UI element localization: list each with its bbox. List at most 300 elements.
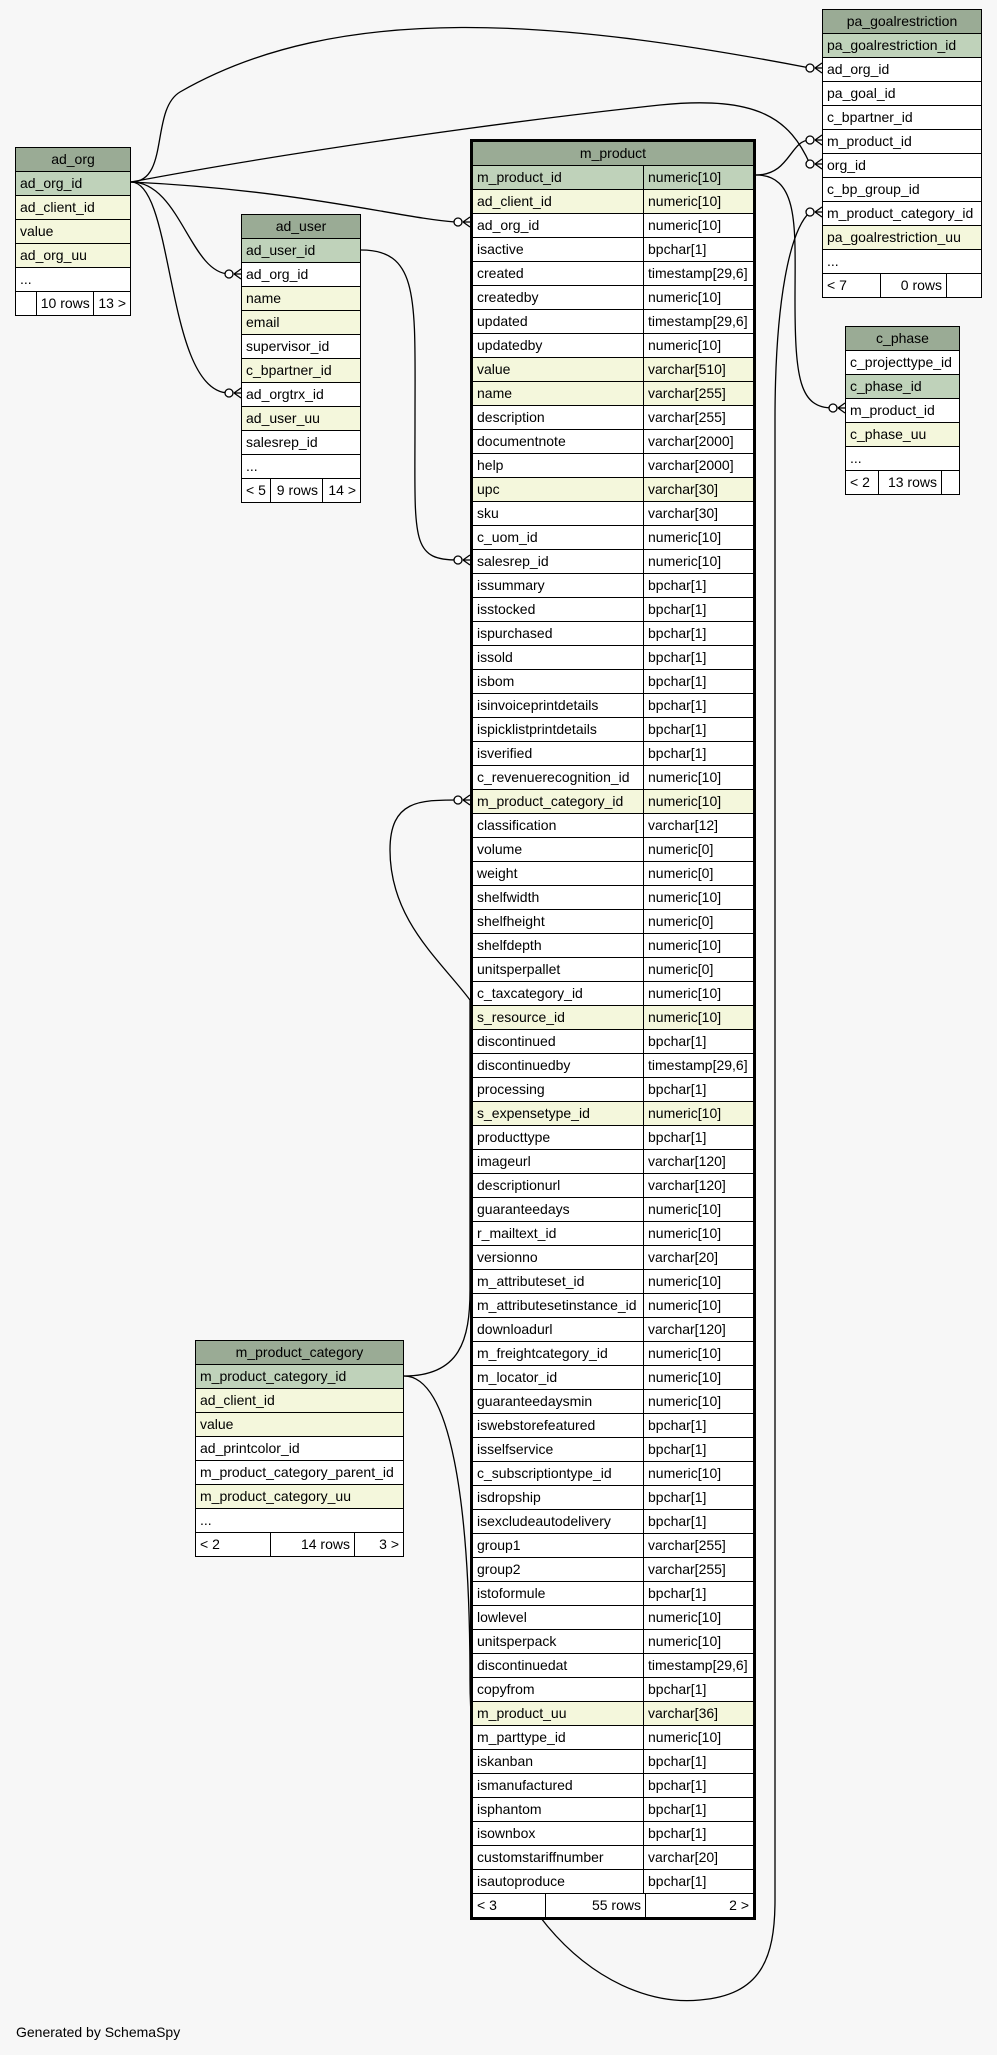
column-row (473, 1750, 753, 1774)
more-columns-row (16, 268, 130, 292)
children-link[interactable]: 14 > (322, 479, 360, 502)
table-pa-goalrestriction[interactable] (822, 9, 982, 298)
row-count: 9 rows (270, 479, 322, 502)
column-row (473, 766, 753, 790)
column-name: email (246, 314, 280, 330)
column-row (473, 334, 753, 358)
column-name: istoformule (473, 1582, 644, 1605)
column-type: numeric[10] (648, 1393, 722, 1409)
column-row (473, 1654, 753, 1678)
column-name: m_product_category_parent_id (200, 1464, 394, 1480)
table-footer (823, 274, 981, 297)
crowfoot-m-product-ad-org-id (454, 217, 470, 227)
column-type: bpchar[1] (648, 1753, 707, 1769)
column-name: producttype (473, 1126, 644, 1149)
column-name: imageurl (473, 1150, 644, 1173)
column-type: bpchar[1] (648, 1513, 707, 1529)
table-footer (473, 1894, 753, 1917)
column-row (473, 982, 753, 1006)
column-type: numeric[10] (648, 1345, 722, 1361)
column-name: group1 (473, 1534, 644, 1557)
column-name: c_taxcategory_id (473, 982, 644, 1005)
column-type: numeric[10] (648, 1633, 722, 1649)
column-row (16, 244, 130, 268)
column-row (473, 310, 753, 334)
column-name: value (200, 1416, 234, 1432)
link-m-product-to-goalrestriction (756, 140, 810, 175)
column-name: m_locator_id (473, 1366, 644, 1389)
column-name: m_product_category_uu (200, 1488, 351, 1504)
column-row (823, 106, 981, 130)
column-type: bpchar[1] (648, 601, 707, 617)
row-count: 55 rows (545, 1894, 645, 1917)
column-type: numeric[10] (648, 553, 722, 569)
column-name: isdropship (473, 1486, 644, 1509)
column-type: bpchar[1] (648, 1081, 707, 1097)
parents-link[interactable]: < 2 (200, 1536, 220, 1552)
column-name: shelfdepth (473, 934, 644, 957)
column-type: bpchar[1] (648, 673, 707, 689)
column-name: m_product_id (827, 133, 912, 149)
column-name: ismanufactured (473, 1774, 644, 1797)
column-name: upc (473, 478, 644, 501)
column-row (473, 1558, 753, 1582)
column-row (473, 214, 753, 238)
children-link[interactable] (941, 471, 959, 494)
column-type: numeric[10] (648, 289, 722, 305)
column-type: varchar[255] (648, 1561, 726, 1577)
column-type: bpchar[1] (648, 697, 707, 713)
column-type: varchar[255] (648, 409, 726, 425)
table-title[interactable]: ad_user (242, 215, 360, 239)
row-count: 14 rows (270, 1533, 354, 1556)
column-row (823, 82, 981, 106)
column-row (473, 1054, 753, 1078)
column-name: ad_client_id (200, 1392, 275, 1408)
column-type: bpchar[1] (648, 1441, 707, 1457)
table-title[interactable]: pa_goalrestriction (823, 10, 981, 34)
more-columns-row (823, 250, 981, 274)
column-type: varchar[36] (648, 1705, 719, 1721)
column-name: created (473, 262, 644, 285)
column-name: m_freightcategory_id (473, 1342, 644, 1365)
parents-link[interactable] (16, 292, 36, 315)
column-row (823, 130, 981, 154)
column-type: numeric[0] (648, 913, 714, 929)
more-columns-row (242, 455, 360, 479)
column-name: pa_goalrestriction_id (827, 37, 957, 53)
link-ad-user-to-m-product-salesrep (361, 250, 458, 560)
column-row (16, 220, 130, 244)
parents-link[interactable]: < 3 (477, 1897, 497, 1913)
column-row (242, 383, 360, 407)
column-name: classification (473, 814, 644, 837)
column-name: isselfservice (473, 1438, 644, 1461)
column-name: name (246, 290, 282, 306)
column-type: bpchar[1] (648, 1777, 707, 1793)
column-name: pa_goalrestriction_uu (827, 229, 961, 245)
column-row (473, 502, 753, 526)
column-name: m_product_uu (473, 1702, 644, 1725)
column-name: customstariffnumber (473, 1846, 644, 1869)
column-type: bpchar[1] (648, 1873, 707, 1889)
column-row (242, 407, 360, 431)
column-type: numeric[10] (648, 1105, 722, 1121)
table-title[interactable]: ad_org (16, 148, 130, 172)
column-type: timestamp[29,6] (648, 265, 748, 281)
column-type: bpchar[1] (648, 1825, 707, 1841)
column-row (473, 1342, 753, 1366)
column-name: isexcludeautodelivery (473, 1510, 644, 1533)
parents-link[interactable]: < 5 (246, 482, 266, 498)
column-type: numeric[10] (648, 529, 722, 545)
column-row (473, 694, 753, 718)
column-name: descriptionurl (473, 1174, 644, 1197)
column-type: numeric[10] (648, 793, 722, 809)
column-type: bpchar[1] (648, 1681, 707, 1697)
column-row (473, 886, 753, 910)
column-row (473, 262, 753, 286)
column-name: ispicklistprintdetails (473, 718, 644, 741)
column-type: bpchar[1] (648, 577, 707, 593)
column-name: r_mailtext_id (473, 1222, 644, 1245)
column-row (473, 1702, 753, 1726)
column-row (16, 196, 130, 220)
column-type: varchar[2000] (648, 457, 734, 473)
column-row (846, 375, 959, 399)
column-type: varchar[30] (648, 505, 719, 521)
children-link[interactable] (946, 274, 981, 297)
parents-link[interactable]: < 7 (827, 277, 847, 293)
column-name: group2 (473, 1558, 644, 1581)
column-type: numeric[0] (648, 865, 714, 881)
column-name: unitsperpallet (473, 958, 644, 981)
column-name: iskanban (473, 1750, 644, 1773)
column-row (473, 622, 753, 646)
column-row (473, 1870, 753, 1894)
column-name: m_parttype_id (473, 1726, 644, 1749)
children-link[interactable]: 3 > (354, 1533, 403, 1556)
column-name: versionno (473, 1246, 644, 1269)
column-row (473, 1678, 753, 1702)
column-row (242, 311, 360, 335)
column-row (473, 1294, 753, 1318)
column-row (473, 1030, 753, 1054)
column-name: iswebstorefeatured (473, 1414, 644, 1437)
crowfoot-c-phase-m-product-id (829, 403, 845, 413)
column-row (473, 1534, 753, 1558)
parents-link[interactable]: < 2 (850, 474, 870, 490)
column-row (473, 430, 753, 454)
column-type: numeric[10] (648, 337, 722, 353)
column-type: varchar[120] (648, 1177, 726, 1193)
column-name: lowlevel (473, 1606, 644, 1629)
column-name: c_bpartner_id (827, 109, 913, 125)
column-row (846, 423, 959, 447)
column-name: issummary (473, 574, 644, 597)
table-footer (242, 479, 360, 502)
column-name: isstocked (473, 598, 644, 621)
column-row (823, 58, 981, 82)
column-row (473, 1390, 753, 1414)
column-row (473, 790, 753, 814)
column-type: numeric[10] (648, 1609, 722, 1625)
column-row (473, 1822, 753, 1846)
column-row (473, 550, 753, 574)
row-count: 0 rows (880, 274, 946, 297)
column-name: name (473, 382, 644, 405)
column-row (823, 226, 981, 250)
column-name: isverified (473, 742, 644, 765)
column-row (473, 1150, 753, 1174)
column-row (473, 1366, 753, 1390)
column-name: m_attributesetinstance_id (473, 1294, 644, 1317)
column-row (196, 1437, 403, 1461)
column-name: updated (473, 310, 644, 333)
column-name: createdby (473, 286, 644, 309)
column-row (196, 1485, 403, 1509)
column-name: description (473, 406, 644, 429)
column-row (473, 1726, 753, 1750)
column-name: isinvoiceprintdetails (473, 694, 644, 717)
column-type: numeric[10] (648, 1225, 722, 1241)
table-footer (196, 1533, 403, 1556)
column-name: isautoproduce (473, 1870, 644, 1893)
column-name: ... (827, 253, 839, 269)
column-row (473, 454, 753, 478)
column-row (823, 178, 981, 202)
column-row (473, 1582, 753, 1606)
column-type: numeric[10] (648, 1729, 722, 1745)
column-name: ad_org_uu (20, 247, 87, 263)
column-row (196, 1413, 403, 1437)
column-type: bpchar[1] (648, 1129, 707, 1145)
column-name: isbom (473, 670, 644, 693)
column-name: value (20, 223, 54, 239)
column-type: varchar[30] (648, 481, 719, 497)
column-row (196, 1389, 403, 1413)
column-row (473, 598, 753, 622)
link-ad-org-to-ad-user-org (131, 182, 229, 274)
column-type: varchar[2000] (648, 433, 734, 449)
column-type: bpchar[1] (648, 1417, 707, 1433)
column-row (473, 958, 753, 982)
column-row (473, 910, 753, 934)
column-name: guaranteedaysmin (473, 1390, 644, 1413)
column-row (473, 1510, 753, 1534)
column-row (473, 1318, 753, 1342)
column-type: bpchar[1] (648, 745, 707, 761)
column-type: varchar[20] (648, 1249, 719, 1265)
column-type: bpchar[1] (648, 1801, 707, 1817)
column-name: shelfwidth (473, 886, 644, 909)
column-row (473, 1846, 753, 1870)
children-link[interactable]: 2 > (645, 1894, 753, 1917)
table-m-product[interactable] (470, 139, 756, 1920)
table-title[interactable]: m_product_category (196, 1341, 403, 1365)
column-row (473, 646, 753, 670)
column-name: ad_user_id (246, 242, 316, 258)
column-name: c_uom_id (473, 526, 644, 549)
column-name: supervisor_id (246, 338, 330, 354)
column-row (242, 287, 360, 311)
column-type: numeric[0] (648, 841, 714, 857)
column-name: updatedby (473, 334, 644, 357)
column-row (473, 742, 753, 766)
column-name: ... (850, 450, 862, 466)
column-name: isownbox (473, 1822, 644, 1845)
row-count: 10 rows (36, 292, 93, 315)
column-type: numeric[10] (648, 937, 722, 953)
column-row (473, 1486, 753, 1510)
column-row (473, 1630, 753, 1654)
column-row (473, 478, 753, 502)
column-type: varchar[20] (648, 1849, 719, 1865)
column-name: m_attributeset_id (473, 1270, 644, 1293)
column-name: isactive (473, 238, 644, 261)
column-row (473, 526, 753, 550)
column-name: m_product_id (473, 166, 644, 189)
table-title[interactable]: m_product (473, 142, 753, 166)
column-name: unitsperpack (473, 1630, 644, 1653)
column-name: org_id (827, 157, 866, 173)
more-columns-row (196, 1509, 403, 1533)
column-row (473, 1126, 753, 1150)
column-type: bpchar[1] (648, 1033, 707, 1049)
row-count: 13 rows (878, 471, 941, 494)
column-name: ad_user_uu (246, 410, 320, 426)
link-category-to-m-product (390, 800, 470, 1376)
column-row (242, 359, 360, 383)
column-row (242, 335, 360, 359)
column-name: guaranteedays (473, 1198, 644, 1221)
column-name: ad_orgtrx_id (246, 386, 324, 402)
column-row (473, 670, 753, 694)
column-row (473, 382, 753, 406)
column-row (473, 1198, 753, 1222)
column-type: numeric[10] (648, 1009, 722, 1025)
column-type: bpchar[1] (648, 721, 707, 737)
column-name: discontinuedat (473, 1654, 644, 1677)
table-title[interactable]: c_phase (846, 327, 959, 351)
column-type: numeric[10] (648, 1297, 722, 1313)
column-row (473, 1246, 753, 1270)
table-ad-user[interactable] (241, 214, 361, 503)
column-name: m_product_category_id (827, 205, 974, 221)
table-ad-org[interactable] (15, 147, 131, 316)
column-type: numeric[10] (648, 1273, 722, 1289)
column-name: c_subscriptiontype_id (473, 1462, 644, 1485)
column-row (473, 1774, 753, 1798)
column-row (473, 934, 753, 958)
column-name: discontinued (473, 1030, 644, 1053)
crowfoot-goalrestriction-ad-org-id (806, 63, 822, 73)
generated-by-note: Generated by SchemaSpy (16, 2024, 181, 2040)
column-row (823, 154, 981, 178)
link-ad-org-to-ad-user-orgtrx (131, 182, 229, 393)
table-m-product-category[interactable] (195, 1340, 404, 1557)
column-row (473, 1078, 753, 1102)
column-name: c_phase_id (850, 378, 922, 394)
column-row (473, 190, 753, 214)
column-type: numeric[10] (648, 769, 722, 785)
column-row (473, 1606, 753, 1630)
column-row (473, 1102, 753, 1126)
column-name: ad_org_id (20, 175, 83, 191)
column-row (242, 431, 360, 455)
column-row (473, 358, 753, 382)
column-row (473, 1462, 753, 1486)
column-type: numeric[10] (648, 169, 722, 185)
column-name: help (473, 454, 644, 477)
column-row (823, 34, 981, 58)
column-name: salesrep_id (246, 434, 318, 450)
column-row (16, 172, 130, 196)
column-name: c_bpartner_id (246, 362, 332, 378)
column-row (473, 406, 753, 430)
column-type: timestamp[29,6] (648, 1057, 748, 1073)
column-type: varchar[120] (648, 1153, 726, 1169)
column-name: ... (200, 1512, 212, 1528)
column-row (473, 1414, 753, 1438)
column-name: discontinuedby (473, 1054, 644, 1077)
column-type: numeric[10] (648, 193, 722, 209)
column-row (473, 862, 753, 886)
column-type: numeric[10] (648, 889, 722, 905)
column-row (196, 1365, 403, 1389)
column-row (473, 1438, 753, 1462)
column-name: pa_goal_id (827, 85, 896, 101)
column-name: isphantom (473, 1798, 644, 1821)
column-type: numeric[10] (648, 985, 722, 1001)
column-row (473, 1270, 753, 1294)
crowfoot-goalrestriction-category-id (806, 207, 822, 217)
table-footer (16, 292, 130, 315)
column-type: numeric[10] (648, 1369, 722, 1385)
column-type: varchar[255] (648, 1537, 726, 1553)
children-link[interactable]: 13 > (93, 292, 130, 315)
column-name: issold (473, 646, 644, 669)
column-type: varchar[510] (648, 361, 726, 377)
column-type: numeric[10] (648, 217, 722, 233)
column-name: volume (473, 838, 644, 861)
column-name: ispurchased (473, 622, 644, 645)
column-name: c_phase_uu (850, 426, 927, 442)
column-name: m_product_category_id (473, 790, 644, 813)
column-type: bpchar[1] (648, 1489, 707, 1505)
column-name: c_revenuerecognition_id (473, 766, 644, 789)
column-type: bpchar[1] (648, 241, 707, 257)
column-name: ad_org_id (473, 214, 644, 237)
column-row (846, 351, 959, 375)
column-row (473, 166, 753, 190)
column-row (846, 399, 959, 423)
column-type: numeric[10] (648, 1465, 722, 1481)
column-name: c_projecttype_id (850, 354, 952, 370)
more-columns-row (846, 447, 959, 471)
column-name: downloadurl (473, 1318, 644, 1341)
table-footer (846, 471, 959, 494)
table-c-phase[interactable] (845, 326, 960, 495)
column-name: ad_org_id (827, 61, 890, 77)
crowfoot-goalrestriction-org-id (806, 159, 822, 169)
column-name: ad_client_id (20, 199, 95, 215)
crowfoot-ad-user-ad-orgtrx-id (225, 388, 241, 398)
column-row (473, 1006, 753, 1030)
column-type: numeric[0] (648, 961, 714, 977)
column-name: ad_org_id (246, 266, 309, 282)
column-row (473, 718, 753, 742)
